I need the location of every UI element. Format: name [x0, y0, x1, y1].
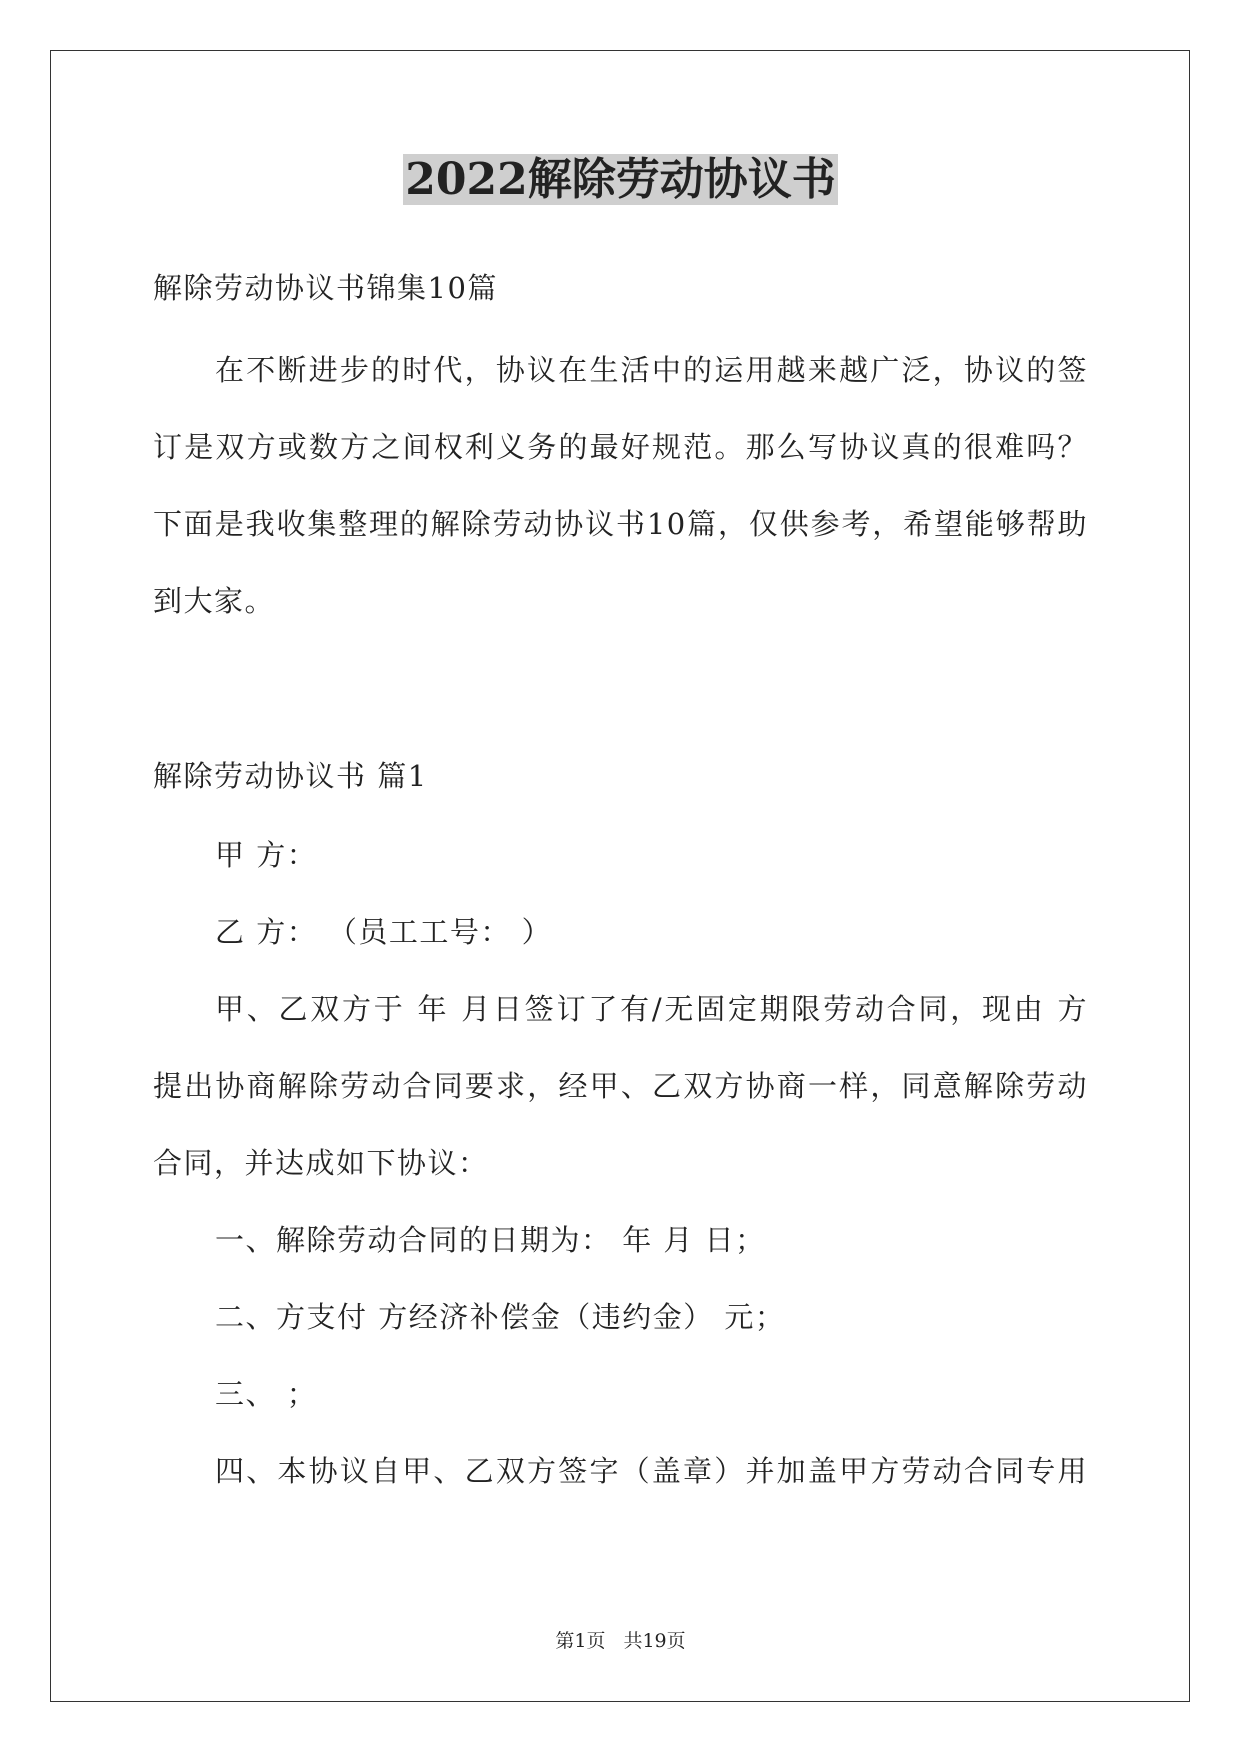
party-b-line: 乙 方： （员工工号： ） — [215, 915, 553, 949]
body-line-2: 提出协商解除劳动合同要求，经甲、乙双方协商一样，同意解除劳动 — [153, 1069, 1088, 1103]
intro-line-2: 订是双方或数方之间权利义务的最好规范。那么写协议真的很难吗？ — [153, 430, 1088, 464]
section-heading: 解除劳动协议书 篇1 — [153, 759, 428, 793]
intro-line-4: 到大家。 — [153, 584, 276, 618]
document-subtitle: 解除劳动协议书锦集10篇 — [153, 271, 498, 305]
clause-4: 四、本协议自甲、乙双方签字（盖章）并加盖甲方劳动合同专用 — [215, 1454, 1088, 1488]
page-number: 第1页 — [555, 1630, 606, 1652]
body-line-1: 甲、乙双方于 年 月日签订了有/无固定期限劳动合同，现由 方 — [215, 992, 1088, 1026]
clause-3: 三、 ； — [215, 1377, 318, 1411]
party-a-line: 甲 方： — [215, 838, 318, 872]
page-footer — [0, 1628, 1241, 1654]
page-total: 共19页 — [623, 1630, 686, 1652]
intro-line-3: 下面是我收集整理的解除劳动协议书10篇，仅供参考，希望能够帮助 — [153, 507, 1088, 541]
body-line-3: 合同，并达成如下协议： — [153, 1146, 489, 1180]
document-title: 2022解除劳动协议书 — [405, 154, 836, 205]
clause-2: 二、方支付 方经济补偿金（违约金） 元； — [215, 1300, 786, 1334]
intro-line-1: 在不断进步的时代，协议在生活中的运用越来越广泛，协议的签 — [215, 353, 1088, 387]
clause-1: 一、解除劳动合同的日期为： 年 月 日； — [215, 1223, 766, 1257]
